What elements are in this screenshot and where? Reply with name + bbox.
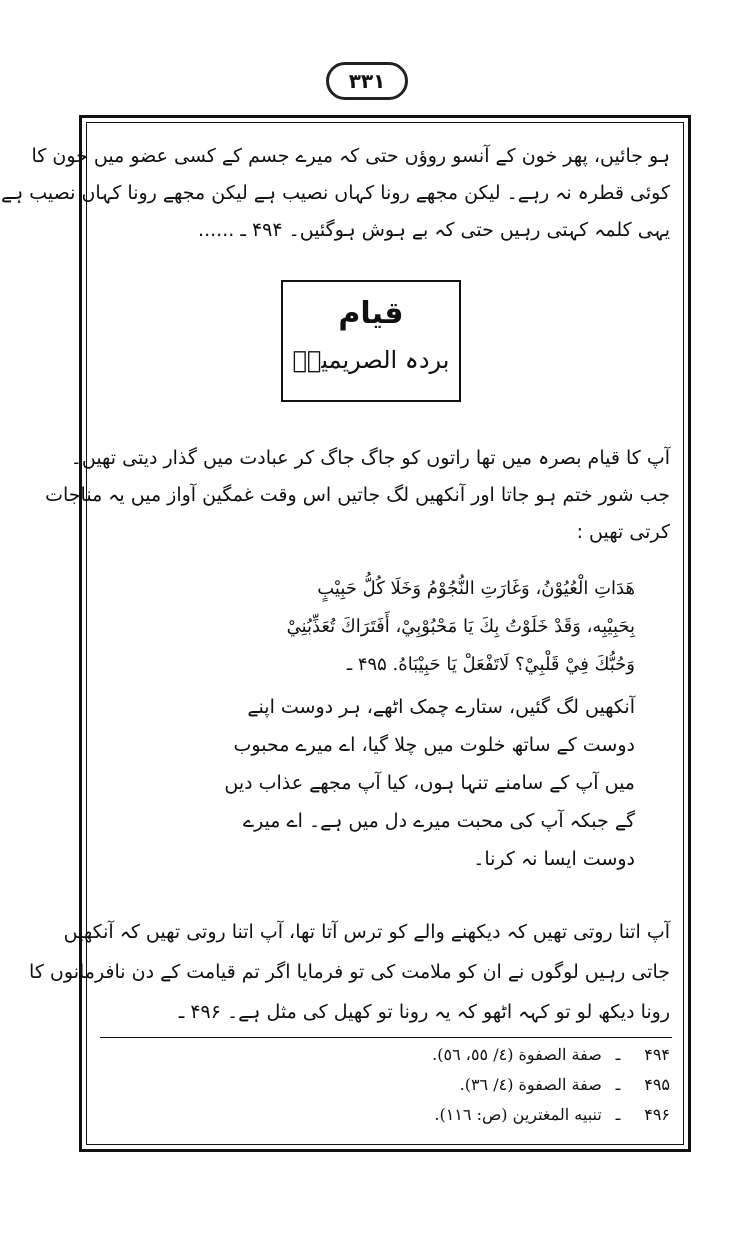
section-title: قیام bbox=[338, 296, 404, 331]
footnote-text: صفة الصفوة (٤/ ٥٥، ٥٦). bbox=[432, 1045, 602, 1064]
footnote-number: ۴۹۶ bbox=[644, 1105, 670, 1124]
text-line: یہی کلمہ کہتی رہیں حتی کہ بے ہوش ہوگئیں۔ ۴۹۴ ـ ...... bbox=[198, 219, 670, 241]
footnote-dash: ـ bbox=[615, 1105, 621, 1124]
footnote-text: تنبيه المغترين (ص: ١١٦). bbox=[434, 1105, 602, 1124]
arabic-line: هَدَاتِ الْعُيُوْنُ، وَغَارَتِ النُّجُوْمُ وَخَلَا كُلُّ حَبِيْبٍ bbox=[317, 578, 635, 599]
intro-paragraph bbox=[0, 138, 670, 249]
text-line: آنکھیں لگ گئیں، ستارے چمک اٹھے، ہر دوست اپنے bbox=[247, 696, 635, 718]
arabic-quote bbox=[165, 570, 635, 684]
page-number: ۳۳۱ bbox=[326, 62, 408, 100]
translation-paragraph bbox=[170, 688, 635, 878]
footnote-item bbox=[300, 1040, 670, 1070]
text-line: جاتی رہیں لوگوں نے ان کو ملامت کی تو فرمایا اگر تم قیامت کے دن نافرمانوں کا bbox=[29, 961, 670, 983]
footnote-dash: ـ bbox=[615, 1075, 621, 1094]
section-subtitle: بردہ الصریمیہؒ bbox=[292, 346, 450, 374]
text-line: آپ کا قیام بصرہ میں تھا راتوں کو جاگ جاگ کر عبادت میں گذار دیتی تھیں۔ bbox=[70, 447, 670, 469]
footnote-item bbox=[300, 1070, 670, 1100]
footnote-dash: ـ bbox=[615, 1045, 621, 1064]
text-line: رونا دیکھ لو تو کہہ اٹھو کہ یہ رونا تو کھیل کی مثل ہے۔ ۴۹۶ ـ bbox=[178, 1001, 670, 1023]
footnotes bbox=[300, 1040, 670, 1130]
footnote-text: صفة الصفوة (٤/ ٣٦). bbox=[459, 1075, 602, 1094]
paragraph-weeping bbox=[29, 912, 670, 1032]
footnote-number: ۴۹۴ bbox=[644, 1045, 670, 1064]
text-line: کوئی قطرہ نہ رہے۔ لیکن مجھے رونا کہاں نصیب ہے لیکن مجھے رونا کہاں نصیب ہے bbox=[0, 182, 670, 204]
text-line: آپ اتنا روتی تھیں کہ دیکھنے والے کو ترس آتا تھا، آپ اتنا روتی تھیں کہ آنکھیں bbox=[63, 921, 670, 943]
footnote-item bbox=[300, 1100, 670, 1130]
section-heading-box bbox=[281, 280, 461, 402]
arabic-line: بِحَبِيْبِه، وَقَدْ خَلَوْتُ بِكَ يَا مَحْبُوْبِيْ، أَفَتَرَاكَ تُعَذِّبُنِيْ bbox=[286, 616, 635, 637]
footnote-number: ۴۹۵ bbox=[644, 1075, 670, 1094]
text-line: میں آپ کے سامنے تنہا ہوں، کیا آپ مجھے عذاب دیں bbox=[224, 772, 635, 794]
text-line: گے جبکہ آپ کی محبت میرے دل میں ہے۔ اے میرے bbox=[242, 810, 635, 832]
text-line: ہو جائیں، پھر خون کے آنسو روؤں حتی کہ میرے جسم کے کسی عضو میں خون کا bbox=[31, 145, 670, 167]
text-line: دوست کے ساتھ خلوت میں چلا گیا، اے میرے محبوب bbox=[233, 734, 635, 756]
text-line: کرتی تھیں : bbox=[576, 521, 670, 543]
arabic-line: وَحُبُّكَ فِيْ قَلْبِيْ؟ لَاتَفْعَلْ يَا حَبِيْبَاهُ. ۴۹۵ ـ bbox=[346, 654, 635, 675]
text-line: جب شور ختم ہو جاتا اور آنکھیں لگ جاتیں اس وقت غمگین آواز میں یہ مناجات bbox=[45, 484, 670, 506]
footnote-divider bbox=[100, 1037, 672, 1038]
text-line: دوست ایسا نہ کرنا۔ bbox=[473, 848, 635, 870]
paragraph-biography bbox=[45, 440, 670, 551]
